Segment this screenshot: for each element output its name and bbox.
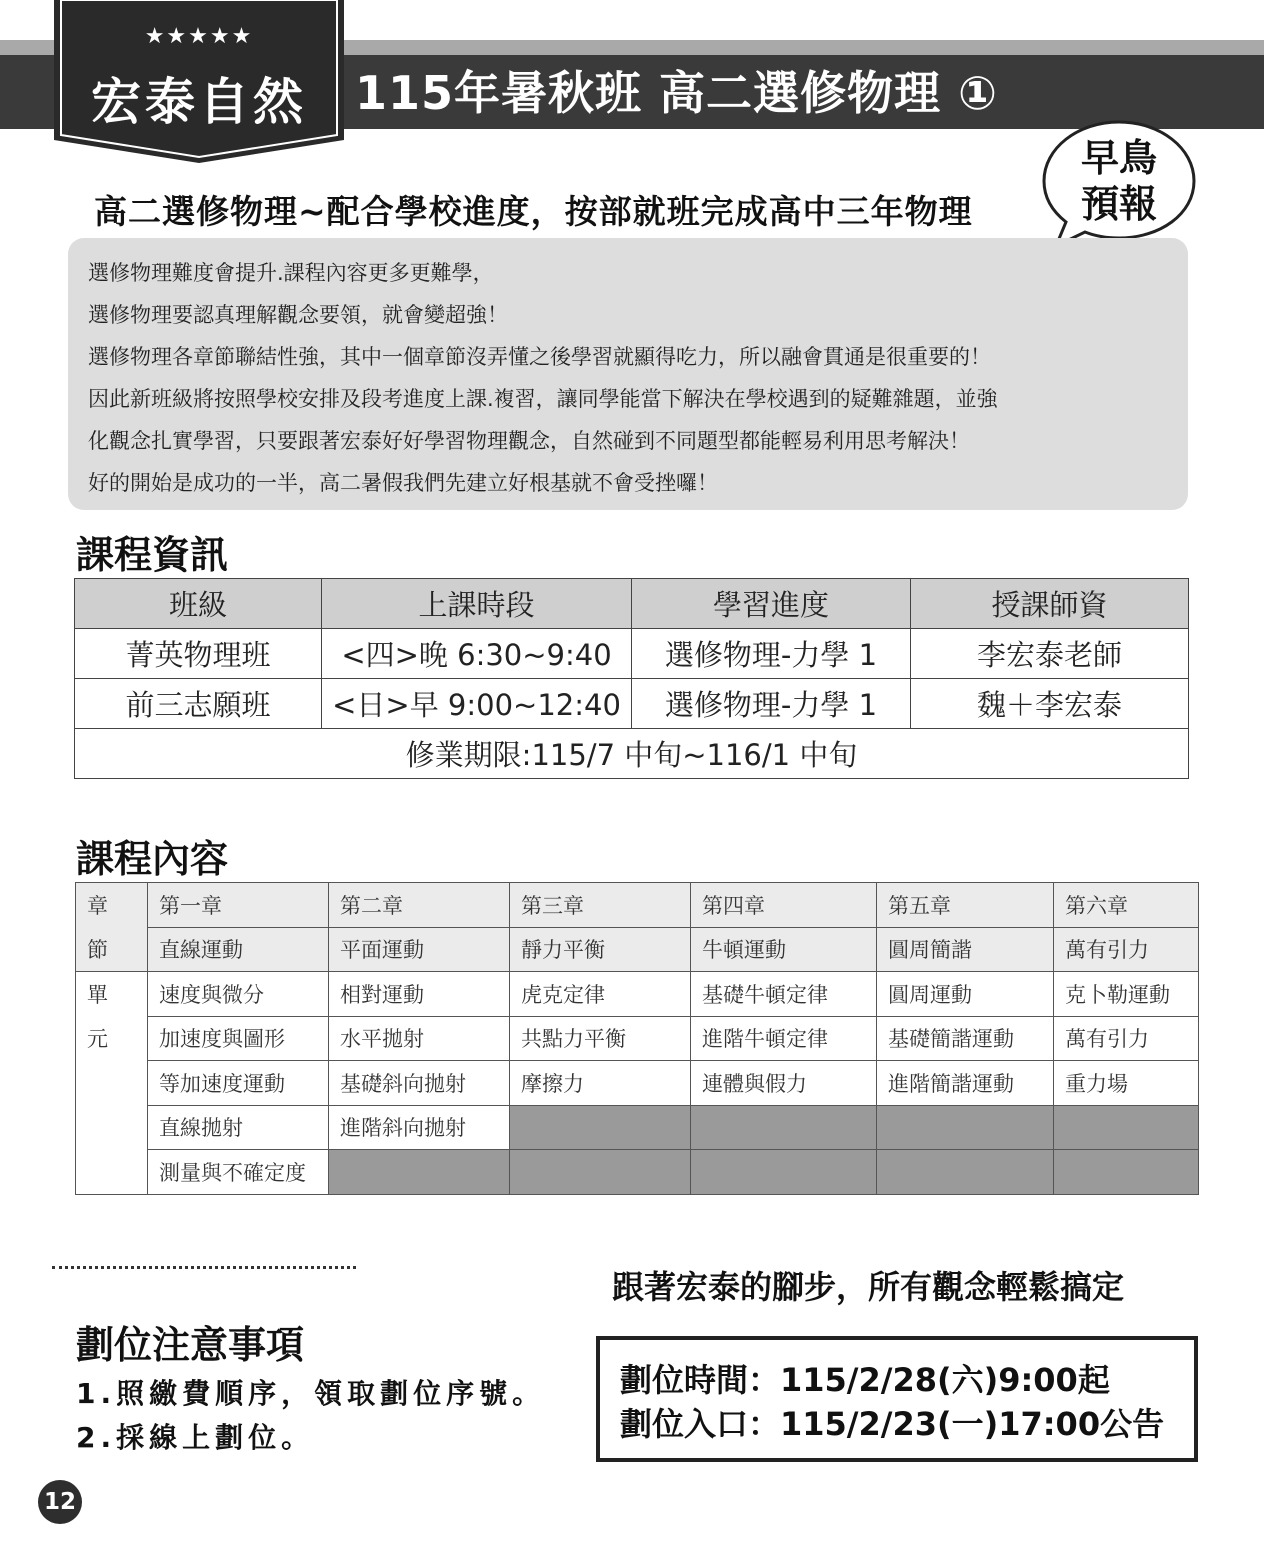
row-label: 元 [76,1016,148,1061]
section-cell: 平面運動 [329,927,510,972]
intro-line: 選修物理各章節聯結性強，其中一個章節沒弄懂之後學習就顯得吃力，所以融會貫通是很重要的！ [88,345,991,369]
registration-time: 劃位時間：115/2/28(六)9:00起 [620,1361,1110,1399]
intro-line: 好的開始是成功的一半，高二暑假我們先建立好根基就不會受挫囉！ [88,471,718,495]
brand-ribbon [54,0,344,165]
empty-cell [1054,1150,1199,1195]
registration-entry: 劃位入口：115/2/23(一)17:00公告 [620,1405,1165,1443]
section-row [76,927,1199,972]
chapter-cell: 第五章 [877,883,1054,928]
section-cell: 牛頓運動 [691,927,877,972]
notice-item: 1.照繳費順序，領取劃位序號。 [76,1377,546,1410]
intro-box [68,238,1188,510]
chapter-cell: 第三章 [510,883,691,928]
intro-line: 選修物理要認真理解觀念要領，就會變超強！ [88,303,508,327]
unit-row [76,1105,1199,1150]
chapter-cell: 第一章 [148,883,329,928]
table-row [75,679,1189,729]
subtitle: 高二選修物理~配合學校進度，按部就班完成高中三年物理 [94,192,973,231]
chapter-row [76,883,1199,928]
table-cell: 李宏泰老師 [911,629,1189,679]
course-info-heading: 課程資訊 [76,533,229,577]
early-bird-badge [1040,118,1198,250]
row-label-empty [76,1150,148,1195]
row-label-empty [76,1061,148,1106]
chapter-cell: 第六章 [1054,883,1199,928]
header-cell: 學習進度 [632,579,911,629]
intro-line: 選修物理難度會提升.課程內容更多更難學， [88,261,494,285]
dotted-divider [52,1266,356,1269]
unit-cell: 連體與假力 [691,1061,877,1106]
unit-row [76,1016,1199,1061]
unit-cell: 直線拋射 [148,1105,329,1150]
empty-cell [691,1150,877,1195]
badge-line-2: 預報 [1080,182,1157,226]
intro-line: 化觀念扎實學習，只要跟著宏泰好好學習物理觀念，自然碰到不同題型都能輕易利用思考解決！ [88,429,970,453]
row-label: 章 [76,883,148,928]
registration-box [596,1336,1198,1462]
unit-cell: 進階牛頓定律 [691,1016,877,1061]
header-cell: 班級 [75,579,322,629]
course-content-heading: 課程內容 [76,837,229,881]
table-row [75,729,1189,779]
empty-cell [329,1150,510,1195]
unit-cell: 萬有引力 [1054,1016,1199,1061]
empty-cell [510,1150,691,1195]
unit-cell: 進階斜向拋射 [329,1105,510,1150]
table-header-row [75,579,1189,629]
notice-item: 2.採線上劃位。 [76,1421,315,1454]
badge-line-1: 早鳥 [1080,136,1157,180]
header-cell: 授課師資 [911,579,1189,629]
unit-cell: 等加速度運動 [148,1061,329,1106]
section-cell: 直線運動 [148,927,329,972]
notice-heading: 劃位注意事項 [76,1323,305,1367]
unit-cell: 相對運動 [329,972,510,1017]
empty-cell [1054,1105,1199,1150]
unit-cell: 基礎簡諧運動 [877,1016,1054,1061]
table-cell: <四>晚 6:30~9:40 [322,629,632,679]
unit-cell: 重力場 [1054,1061,1199,1106]
unit-cell: 加速度與圖形 [148,1016,329,1061]
section-cell: 萬有引力 [1054,927,1199,972]
unit-cell: 速度與微分 [148,972,329,1017]
empty-cell [510,1105,691,1150]
page-number: 12 [38,1480,82,1524]
unit-cell: 進階簡諧運動 [877,1061,1054,1106]
course-info-table [74,578,1189,779]
unit-cell: 共點力平衡 [510,1016,691,1061]
unit-cell: 圓周運動 [877,972,1054,1017]
page-title: 115年暑秋班 高二選修物理 ① [355,66,998,120]
chapter-cell: 第四章 [691,883,877,928]
study-period: 修業期限:115/7 中旬~116/1 中旬 [75,729,1189,779]
section-cell: 圓周簡諧 [877,927,1054,972]
unit-cell: 基礎牛頓定律 [691,972,877,1017]
unit-row [76,1150,1199,1195]
table-cell: <日>早 9:00~12:40 [322,679,632,729]
table-row [75,629,1189,679]
empty-cell [877,1150,1054,1195]
brand-name: 宏泰自然 [91,73,307,131]
table-cell: 魏＋李宏泰 [911,679,1189,729]
unit-cell: 水平拋射 [329,1016,510,1061]
unit-cell: 基礎斜向拋射 [329,1061,510,1106]
section-cell: 靜力平衡 [510,927,691,972]
empty-cell [691,1105,877,1150]
row-label: 節 [76,927,148,972]
row-label: 單 [76,972,148,1017]
unit-cell: 摩擦力 [510,1061,691,1106]
header-cell: 上課時段 [322,579,632,629]
table-cell: 前三志願班 [75,679,322,729]
course-content-table [75,882,1199,1195]
unit-cell: 測量與不確定度 [148,1150,329,1195]
brand-stars: ★★★★★ [144,24,254,49]
unit-cell: 虎克定律 [510,972,691,1017]
table-cell: 選修物理-力學 1 [632,679,911,729]
row-label-empty [76,1105,148,1150]
table-cell: 選修物理-力學 1 [632,629,911,679]
unit-row [76,972,1199,1017]
table-cell: 菁英物理班 [75,629,322,679]
empty-cell [877,1105,1054,1150]
slogan: 跟著宏泰的腳步，所有觀念輕鬆搞定 [612,1268,1125,1306]
unit-row [76,1061,1199,1106]
unit-cell: 克卜勒運動 [1054,972,1199,1017]
intro-line: 因此新班級將按照學校安排及段考進度上課.複習，讓同學能當下解決在學校遇到的疑難雜題，並強 [88,387,998,411]
chapter-cell: 第二章 [329,883,510,928]
